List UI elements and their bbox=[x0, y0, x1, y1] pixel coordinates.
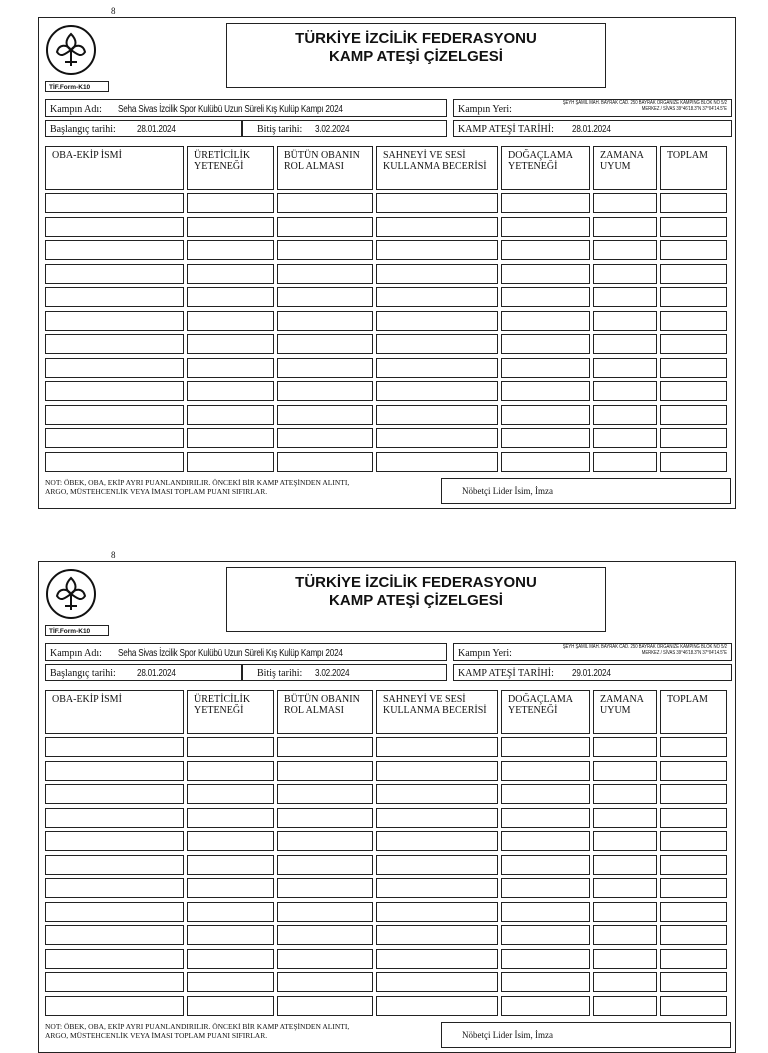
score-cell[interactable] bbox=[593, 949, 657, 969]
score-cell[interactable] bbox=[187, 428, 274, 448]
end-date-field[interactable] bbox=[242, 120, 447, 137]
score-cell[interactable] bbox=[660, 972, 727, 992]
score-cell[interactable] bbox=[593, 193, 657, 213]
score-cell[interactable] bbox=[376, 855, 498, 875]
start-date-label: Başlangıç tarihi: bbox=[50, 668, 116, 679]
score-cell[interactable] bbox=[277, 996, 373, 1016]
end-date-field[interactable] bbox=[242, 664, 447, 681]
score-cell[interactable] bbox=[593, 808, 657, 828]
title-line1: TÜRKİYE İZCİLİK FEDERASYONU bbox=[295, 30, 537, 47]
score-cell[interactable] bbox=[45, 878, 184, 898]
score-cell[interactable] bbox=[187, 452, 274, 472]
camp-fire-form bbox=[38, 17, 736, 509]
score-cell[interactable] bbox=[277, 452, 373, 472]
score-cell[interactable] bbox=[593, 287, 657, 307]
camp-location-label: Kampın Yeri: bbox=[458, 648, 512, 659]
column-header: OBA-EKİP İSMİ bbox=[45, 690, 184, 734]
federation-logo-icon bbox=[45, 568, 97, 620]
end-date-label: Bitiş tarihi: bbox=[257, 124, 303, 135]
score-cell[interactable] bbox=[593, 996, 657, 1016]
score-cell[interactable] bbox=[277, 428, 373, 448]
score-cell[interactable] bbox=[660, 925, 727, 945]
score-cell[interactable] bbox=[45, 193, 184, 213]
score-cell[interactable] bbox=[45, 784, 184, 804]
score-cell[interactable] bbox=[376, 902, 498, 922]
fire-date-value: 28.01.2024 bbox=[572, 123, 611, 135]
score-cell[interactable] bbox=[501, 193, 590, 213]
score-cell[interactable] bbox=[277, 193, 373, 213]
score-cell[interactable] bbox=[660, 761, 727, 781]
score-cell[interactable] bbox=[187, 405, 274, 425]
score-cell[interactable] bbox=[376, 996, 498, 1016]
score-cell[interactable] bbox=[376, 761, 498, 781]
score-cell[interactable] bbox=[45, 761, 184, 781]
score-cell[interactable] bbox=[593, 452, 657, 472]
score-cell[interactable] bbox=[277, 855, 373, 875]
score-cell[interactable] bbox=[660, 996, 727, 1016]
score-cell[interactable] bbox=[45, 972, 184, 992]
score-cell[interactable] bbox=[45, 287, 184, 307]
score-cell[interactable] bbox=[45, 855, 184, 875]
score-cell[interactable] bbox=[45, 381, 184, 401]
score-cell[interactable] bbox=[187, 949, 274, 969]
score-cell[interactable] bbox=[593, 381, 657, 401]
camp-fire-form bbox=[38, 561, 736, 1053]
score-cell[interactable] bbox=[501, 381, 590, 401]
column-header: ZAMANA UYUM bbox=[593, 690, 657, 734]
signature-box[interactable] bbox=[441, 478, 731, 504]
score-cell[interactable] bbox=[187, 831, 274, 851]
score-cell[interactable] bbox=[660, 784, 727, 804]
score-cell[interactable] bbox=[45, 240, 184, 260]
camp-location-line2: MERKEZ / SİVAS 39°46'18.3"N 37°04'14.5"E bbox=[641, 106, 727, 112]
end-date-value: 3.02.2024 bbox=[315, 667, 350, 679]
score-cell[interactable] bbox=[501, 996, 590, 1016]
score-cell[interactable] bbox=[376, 428, 498, 448]
score-cell[interactable] bbox=[376, 240, 498, 260]
score-cell[interactable] bbox=[593, 737, 657, 757]
score-cell[interactable] bbox=[593, 972, 657, 992]
score-cell[interactable] bbox=[501, 902, 590, 922]
score-cell[interactable] bbox=[277, 808, 373, 828]
column-header: TOPLAM bbox=[660, 146, 727, 190]
score-cell[interactable] bbox=[277, 902, 373, 922]
score-cell[interactable] bbox=[501, 217, 590, 237]
start-date-value: 28.01.2024 bbox=[137, 123, 176, 135]
score-cell[interactable] bbox=[187, 358, 274, 378]
score-cell[interactable] bbox=[376, 737, 498, 757]
score-cell[interactable] bbox=[277, 311, 373, 331]
score-cell[interactable] bbox=[593, 311, 657, 331]
score-cell[interactable] bbox=[593, 831, 657, 851]
score-cell[interactable] bbox=[45, 334, 184, 354]
score-cell[interactable] bbox=[660, 878, 727, 898]
form-title bbox=[226, 23, 606, 88]
score-cell[interactable] bbox=[277, 405, 373, 425]
camp-name-field[interactable] bbox=[45, 643, 447, 661]
score-cell[interactable] bbox=[187, 761, 274, 781]
score-cell[interactable] bbox=[187, 784, 274, 804]
score-cell[interactable] bbox=[660, 855, 727, 875]
fire-date-field[interactable] bbox=[453, 664, 732, 681]
score-cell[interactable] bbox=[376, 972, 498, 992]
score-cell[interactable] bbox=[45, 737, 184, 757]
column-header: ÜRETİCİLİK YETENEĞİ bbox=[187, 146, 274, 190]
note-line2: ARGO, MÜSTEHCENLİK VEYA İMASI TOPLAM PUANI SIFIRLAR. bbox=[45, 1031, 268, 1040]
score-cell[interactable] bbox=[501, 949, 590, 969]
score-cell[interactable] bbox=[593, 334, 657, 354]
score-cell[interactable] bbox=[501, 855, 590, 875]
score-cell[interactable] bbox=[593, 878, 657, 898]
column-header: SAHNEYİ VE SESİ KULLANMA BECERİSİ bbox=[376, 146, 498, 190]
camp-name-field[interactable] bbox=[45, 99, 447, 117]
column-header: TOPLAM bbox=[660, 690, 727, 734]
federation-logo-icon bbox=[45, 24, 97, 76]
score-cell[interactable] bbox=[376, 878, 498, 898]
score-cell[interactable] bbox=[660, 381, 727, 401]
score-cell[interactable] bbox=[187, 737, 274, 757]
score-cell[interactable] bbox=[593, 925, 657, 945]
score-cell[interactable] bbox=[45, 925, 184, 945]
score-cell[interactable] bbox=[187, 334, 274, 354]
score-cell[interactable] bbox=[593, 405, 657, 425]
score-cell[interactable] bbox=[660, 358, 727, 378]
score-cell[interactable] bbox=[187, 193, 274, 213]
score-cell[interactable] bbox=[593, 358, 657, 378]
score-cell[interactable] bbox=[45, 217, 184, 237]
column-header: SAHNEYİ VE SESİ KULLANMA BECERİSİ bbox=[376, 690, 498, 734]
score-cell[interactable] bbox=[376, 784, 498, 804]
column-header: BÜTÜN OBANIN ROL ALMASI bbox=[277, 690, 373, 734]
score-cell[interactable] bbox=[376, 405, 498, 425]
score-cell[interactable] bbox=[660, 452, 727, 472]
camp-location-line1: ŞEYH ŞAMİL MAH. BAYRAK CAD. 250 BAYRAK ORGANİZE KAMPING BLOK NO 5/2 bbox=[562, 644, 727, 650]
score-cell[interactable] bbox=[501, 831, 590, 851]
camp-name-label: Kampın Adı: bbox=[50, 104, 102, 115]
camp-location-field[interactable] bbox=[453, 99, 732, 117]
score-cell[interactable] bbox=[660, 287, 727, 307]
score-cell[interactable] bbox=[376, 264, 498, 284]
score-cell[interactable] bbox=[593, 428, 657, 448]
score-cell[interactable] bbox=[376, 452, 498, 472]
score-cell[interactable] bbox=[376, 831, 498, 851]
column-header: DOĞAÇLAMA YETENEĞİ bbox=[501, 690, 590, 734]
start-date-value: 28.01.2024 bbox=[137, 667, 176, 679]
score-cell[interactable] bbox=[660, 831, 727, 851]
column-header: BÜTÜN OBANIN ROL ALMASI bbox=[277, 146, 373, 190]
score-cell[interactable] bbox=[660, 193, 727, 213]
score-cell[interactable] bbox=[593, 761, 657, 781]
score-cell[interactable] bbox=[501, 428, 590, 448]
score-cell[interactable] bbox=[376, 311, 498, 331]
note-line2: ARGO, MÜSTEHCENLİK VEYA İMASI TOPLAM PUANI SIFIRLAR. bbox=[45, 487, 268, 496]
score-cell[interactable] bbox=[277, 784, 373, 804]
score-cell[interactable] bbox=[660, 405, 727, 425]
score-cell[interactable] bbox=[660, 808, 727, 828]
score-cell[interactable] bbox=[376, 381, 498, 401]
score-cell[interactable] bbox=[501, 358, 590, 378]
column-header: ÜRETİCİLİK YETENEĞİ bbox=[187, 690, 274, 734]
score-cell[interactable] bbox=[660, 217, 727, 237]
title-line2: KAMP ATEŞİ ÇİZELGESİ bbox=[329, 592, 503, 609]
end-date-value: 3.02.2024 bbox=[315, 123, 350, 135]
form-note bbox=[45, 1022, 437, 1040]
page-number: 8 bbox=[111, 6, 116, 16]
score-cell[interactable] bbox=[501, 452, 590, 472]
score-cell[interactable] bbox=[45, 405, 184, 425]
score-cell[interactable] bbox=[45, 264, 184, 284]
score-cell[interactable] bbox=[187, 855, 274, 875]
title-line2: KAMP ATEŞİ ÇİZELGESİ bbox=[329, 48, 503, 65]
score-cell[interactable] bbox=[376, 925, 498, 945]
score-cell[interactable] bbox=[45, 996, 184, 1016]
score-cell[interactable] bbox=[277, 925, 373, 945]
score-cell[interactable] bbox=[45, 902, 184, 922]
score-cell[interactable] bbox=[660, 334, 727, 354]
score-cell[interactable] bbox=[593, 855, 657, 875]
camp-name-label: Kampın Adı: bbox=[50, 648, 102, 659]
score-cell[interactable] bbox=[277, 358, 373, 378]
score-cell[interactable] bbox=[187, 217, 274, 237]
score-cell[interactable] bbox=[277, 761, 373, 781]
score-cell[interactable] bbox=[187, 808, 274, 828]
signature-box[interactable] bbox=[441, 1022, 731, 1048]
score-cell[interactable] bbox=[45, 949, 184, 969]
score-cell[interactable] bbox=[660, 264, 727, 284]
score-cell[interactable] bbox=[187, 925, 274, 945]
score-cell[interactable] bbox=[187, 287, 274, 307]
score-cell[interactable] bbox=[187, 240, 274, 260]
column-header: OBA-EKİP İSMİ bbox=[45, 146, 184, 190]
score-cell[interactable] bbox=[660, 240, 727, 260]
camp-name-value: Seha Sivas İzcilik Spor Kulübü Uzun Süreli Kış Kulüp Kampı 2024 bbox=[118, 647, 343, 659]
score-cell[interactable] bbox=[376, 193, 498, 213]
score-cell[interactable] bbox=[501, 287, 590, 307]
form-code: TİF.Form-K10 bbox=[45, 625, 109, 636]
score-cell[interactable] bbox=[501, 784, 590, 804]
score-cell[interactable] bbox=[660, 902, 727, 922]
note-line1: NOT: ÖBEK, OBA, EKİP AYRI PUANLANDIRILIR. ÖNCEKİ BİR KAMP ATEŞİNDEN ALINTI, bbox=[45, 478, 350, 487]
score-cell[interactable] bbox=[277, 381, 373, 401]
score-cell[interactable] bbox=[501, 311, 590, 331]
score-cell[interactable] bbox=[660, 428, 727, 448]
fire-date-value: 29.01.2024 bbox=[572, 667, 611, 679]
score-cell[interactable] bbox=[187, 972, 274, 992]
score-cell[interactable] bbox=[45, 311, 184, 331]
fire-date-label: KAMP ATEŞİ TARİHİ: bbox=[458, 124, 554, 135]
score-cell[interactable] bbox=[376, 334, 498, 354]
score-cell[interactable] bbox=[660, 949, 727, 969]
score-cell[interactable] bbox=[277, 334, 373, 354]
form-title bbox=[226, 567, 606, 632]
fire-date-label: KAMP ATEŞİ TARİHİ: bbox=[458, 668, 554, 679]
score-cell[interactable] bbox=[277, 831, 373, 851]
score-cell[interactable] bbox=[501, 808, 590, 828]
score-cell[interactable] bbox=[501, 761, 590, 781]
end-date-label: Bitiş tarihi: bbox=[257, 668, 303, 679]
score-cell[interactable] bbox=[187, 902, 274, 922]
start-date-label: Başlangıç tarihi: bbox=[50, 124, 116, 135]
score-cell[interactable] bbox=[376, 287, 498, 307]
form-note bbox=[45, 478, 437, 496]
score-cell[interactable] bbox=[376, 808, 498, 828]
camp-location-line1: ŞEYH ŞAMİL MAH. BAYRAK CAD. 250 BAYRAK ORGANİZE KAMPING BLOK NO 5/2 bbox=[562, 100, 727, 106]
score-cell[interactable] bbox=[277, 949, 373, 969]
score-cell[interactable] bbox=[277, 972, 373, 992]
score-cell[interactable] bbox=[45, 831, 184, 851]
column-header: ZAMANA UYUM bbox=[593, 146, 657, 190]
score-cell[interactable] bbox=[187, 381, 274, 401]
score-cell[interactable] bbox=[187, 264, 274, 284]
score-cell[interactable] bbox=[501, 240, 590, 260]
score-cell[interactable] bbox=[593, 240, 657, 260]
score-cell[interactable] bbox=[376, 949, 498, 969]
column-header: DOĞAÇLAMA YETENEĞİ bbox=[501, 146, 590, 190]
score-cell[interactable] bbox=[187, 996, 274, 1016]
score-cell[interactable] bbox=[277, 737, 373, 757]
score-cell[interactable] bbox=[277, 264, 373, 284]
score-cell[interactable] bbox=[277, 240, 373, 260]
score-cell[interactable] bbox=[45, 358, 184, 378]
score-cell[interactable] bbox=[593, 217, 657, 237]
camp-location-label: Kampın Yeri: bbox=[458, 104, 512, 115]
start-date-field[interactable] bbox=[45, 120, 242, 137]
camp-location-field[interactable] bbox=[453, 643, 732, 661]
score-cell[interactable] bbox=[501, 264, 590, 284]
camp-location-line2: MERKEZ / SİVAS 39°46'18.3"N 37°04'14.5"E bbox=[641, 650, 727, 656]
score-cell[interactable] bbox=[376, 217, 498, 237]
score-cell[interactable] bbox=[660, 737, 727, 757]
score-cell[interactable] bbox=[277, 878, 373, 898]
note-line1: NOT: ÖBEK, OBA, EKİP AYRI PUANLANDIRILIR. ÖNCEKİ BİR KAMP ATEŞİNDEN ALINTI, bbox=[45, 1022, 350, 1031]
signature-label: Nöbetçi Lider İsim, İmza bbox=[462, 1030, 553, 1040]
page-number: 8 bbox=[111, 550, 116, 560]
score-cell[interactable] bbox=[187, 311, 274, 331]
form-code: TİF.Form-K10 bbox=[45, 81, 109, 92]
fire-date-field[interactable] bbox=[453, 120, 732, 137]
score-cell[interactable] bbox=[376, 358, 498, 378]
score-cell[interactable] bbox=[501, 405, 590, 425]
score-cell[interactable] bbox=[501, 972, 590, 992]
score-cell[interactable] bbox=[593, 902, 657, 922]
score-cell[interactable] bbox=[501, 878, 590, 898]
score-cell[interactable] bbox=[45, 452, 184, 472]
score-cell[interactable] bbox=[45, 428, 184, 448]
score-cell[interactable] bbox=[660, 311, 727, 331]
score-cell[interactable] bbox=[187, 878, 274, 898]
score-cell[interactable] bbox=[277, 217, 373, 237]
score-cell[interactable] bbox=[501, 925, 590, 945]
score-cell[interactable] bbox=[593, 264, 657, 284]
title-line1: TÜRKİYE İZCİLİK FEDERASYONU bbox=[295, 574, 537, 591]
start-date-field[interactable] bbox=[45, 664, 242, 681]
score-cell[interactable] bbox=[593, 784, 657, 804]
signature-label: Nöbetçi Lider İsim, İmza bbox=[462, 486, 553, 496]
camp-name-value: Seha Sivas İzcilik Spor Kulübü Uzun Süreli Kış Kulüp Kampı 2024 bbox=[118, 103, 343, 115]
score-cell[interactable] bbox=[501, 737, 590, 757]
score-cell[interactable] bbox=[501, 334, 590, 354]
score-cell[interactable] bbox=[277, 287, 373, 307]
score-cell[interactable] bbox=[45, 808, 184, 828]
